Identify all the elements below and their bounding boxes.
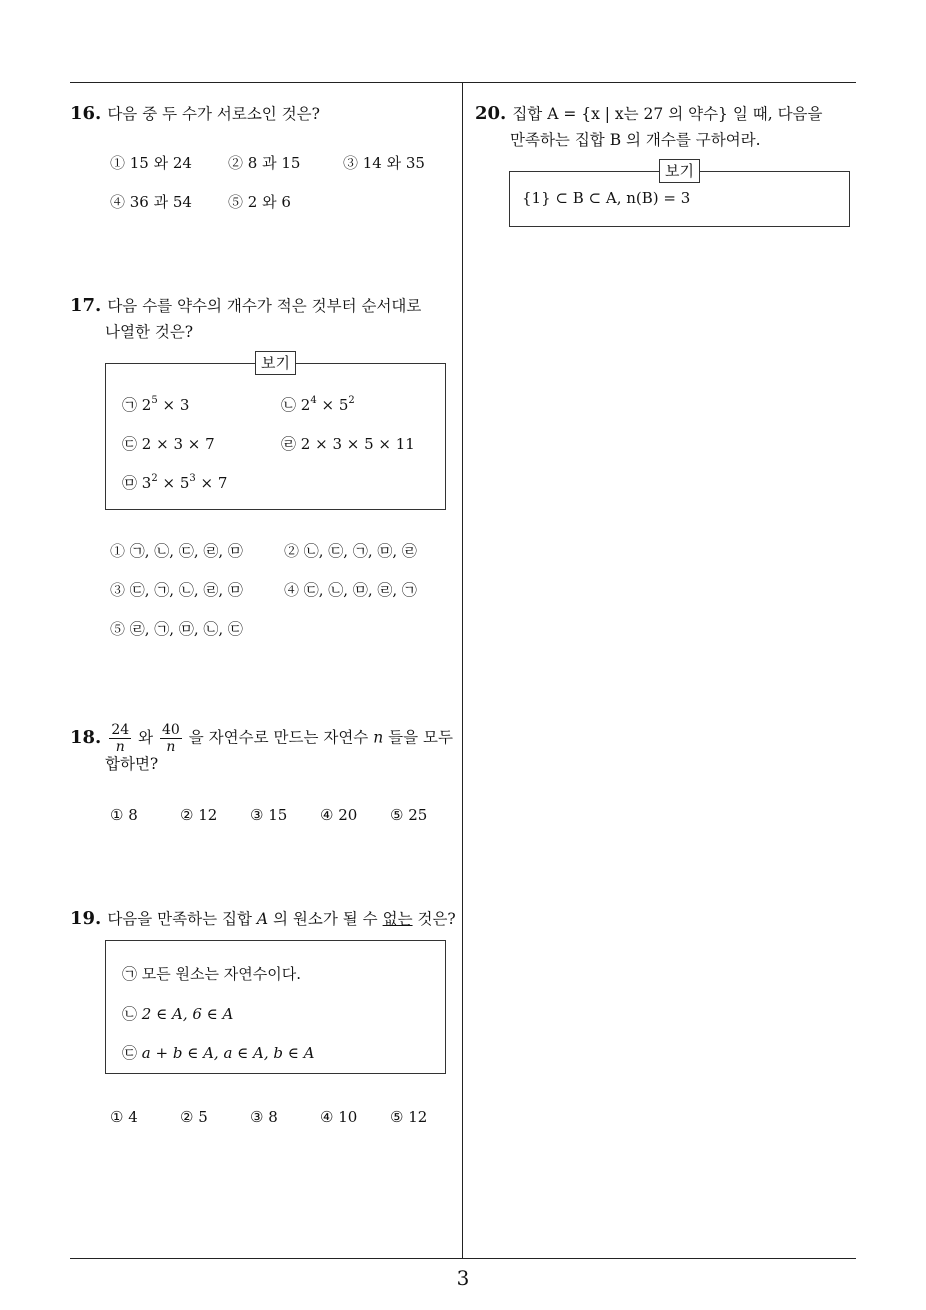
question-18: 18. $\frac{24}{n}$ 와 $\frac{40}{n}$ 을 자연수로 만드는 자연수 n 들을 모두 합하면? xyxy=(70,722,455,777)
choice-3[interactable]: ③ 8 xyxy=(250,1108,278,1126)
choice-1[interactable]: ① 4 xyxy=(110,1108,138,1126)
condition-item-a: ㉠ 모든 원소는 자연수이다. xyxy=(122,965,302,983)
question-text: 다음 중 두 수가 서로소인 것은? xyxy=(107,105,320,123)
choice-5[interactable]: ⑤ 2 와 6 xyxy=(228,193,291,211)
choice-2[interactable]: ② 5 xyxy=(180,1108,208,1126)
column-divider xyxy=(462,82,463,1258)
question-17 xyxy=(70,293,455,345)
condition-item-b: ㉡ 2 ∈ A, 6 ∈ A xyxy=(122,1005,234,1023)
question-text-line1: 집합 A = {x | x는 27 의 약수} 일 때, 다음을 xyxy=(512,105,823,123)
top-rule xyxy=(70,82,856,83)
choice-5[interactable]: ⑤ 25 xyxy=(390,806,428,824)
example-item-d: ㉣ 2 × 3 × 5 × 11 xyxy=(281,435,415,453)
choice-5[interactable]: ⑤ 12 xyxy=(390,1108,428,1126)
choice-3[interactable]: ③ 14 와 35 xyxy=(343,154,425,172)
choice-1[interactable]: ① 8 xyxy=(110,806,138,824)
example-box-label: 보기 xyxy=(659,159,700,183)
question-text-line2: 만족하는 집합 B 의 개수를 구하여라. xyxy=(510,131,761,149)
question-text-line1: 다음 수를 약수의 개수가 적은 것부터 순서대로 xyxy=(107,297,422,315)
question-20 xyxy=(475,101,855,153)
choice-3[interactable]: ③ 15 xyxy=(250,806,288,824)
question-text-line2: 나열한 것은? xyxy=(105,323,194,341)
choice-3[interactable]: ③ ㉢, ㉠, ㉡, ㉣, ㉤ xyxy=(110,581,243,599)
example-item-c: ㉢ 2 × 3 × 7 xyxy=(122,435,215,453)
fraction-40-over-n: $\frac{40}{n}$ xyxy=(162,722,180,755)
question-text-line2: 합하면? xyxy=(105,755,159,773)
question-16 xyxy=(70,101,450,127)
choice-1[interactable]: ① ㉠, ㉡, ㉢, ㉣, ㉤ xyxy=(110,542,243,560)
choice-4[interactable]: ④ 36 과 54 xyxy=(110,193,192,211)
question-number: 17. xyxy=(70,295,102,316)
choice-1[interactable]: ① 15 와 24 xyxy=(110,154,192,172)
choice-2[interactable]: ② ㉡, ㉢, ㉠, ㉤, ㉣ xyxy=(284,542,417,560)
choice-2[interactable]: ② 12 xyxy=(180,806,218,824)
condition-expression: {1} ⊂ B ⊂ A, n(B) = 3 xyxy=(522,189,691,207)
choice-2[interactable]: ② 8 과 15 xyxy=(228,154,301,172)
underlined-word: 없는 xyxy=(382,910,413,928)
example-item-a: ㉠ $2^5 \times 3$ xyxy=(122,395,190,414)
choice-5[interactable]: ⑤ ㉣, ㉠, ㉤, ㉡, ㉢ xyxy=(110,620,243,638)
question-number: 18. xyxy=(70,726,102,748)
question-number: 16. xyxy=(70,103,102,124)
choice-4[interactable]: ④ 20 xyxy=(320,806,358,824)
condition-item-c: ㉢ a + b ∈ A, a ∈ A, b ∈ A xyxy=(122,1044,315,1062)
page-number: 3 xyxy=(456,1266,470,1290)
example-item-e: ㉤ $3^2 \times 5^3 \times 7$ xyxy=(122,473,228,492)
question-number: 19. xyxy=(70,908,102,929)
fraction-24-over-n: $\frac{24}{n}$ xyxy=(111,722,130,755)
choice-4[interactable]: ④ ㉢, ㉡, ㉤, ㉣, ㉠ xyxy=(284,581,417,599)
question-19: 19. 다음을 만족하는 집합 A 의 원소가 될 수 없는 것은? xyxy=(70,908,456,929)
question-number: 20. xyxy=(475,103,507,124)
choice-4[interactable]: ④ 10 xyxy=(320,1108,358,1126)
example-item-b: ㉡ $2^4 \times 5^2$ xyxy=(281,395,355,414)
example-box-label: 보기 xyxy=(255,351,296,375)
bottom-rule xyxy=(70,1258,856,1259)
